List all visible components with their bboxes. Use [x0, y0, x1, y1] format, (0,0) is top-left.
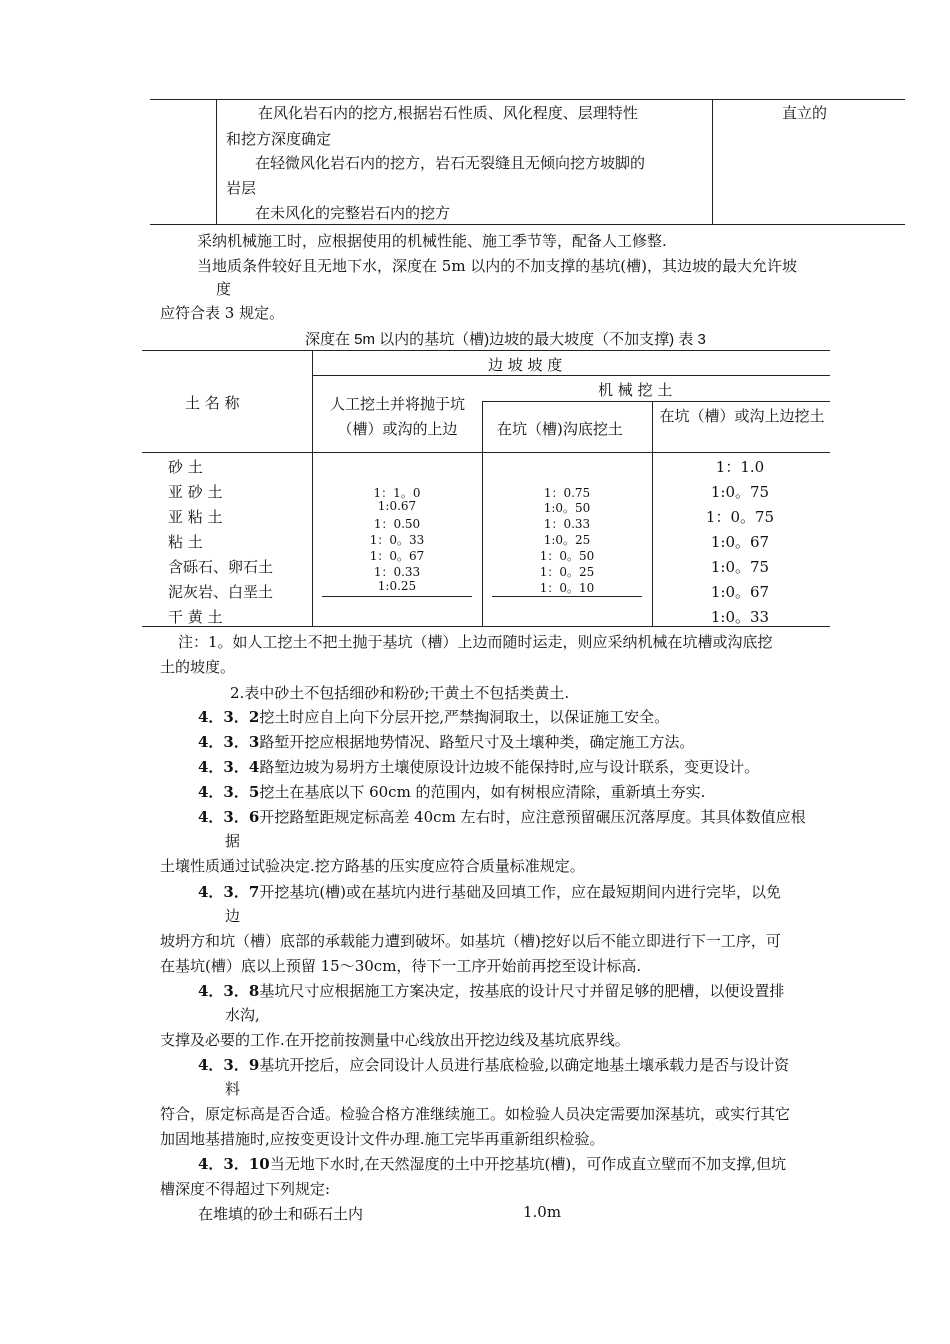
- pit-edge-slope-value: 1:0。67: [710, 533, 770, 551]
- pit-bottom-slope-value: 1:0。25: [543, 533, 591, 547]
- clause-4-3-8-wrap: 水沟,: [225, 1006, 260, 1024]
- manual-slope-value: 1：1。0: [373, 486, 421, 500]
- soil-name: 砂 土: [168, 458, 203, 476]
- soil-name: 含砾石、卵石土: [168, 558, 274, 576]
- clause-text: 路堑开挖应根据地势情况、路堑尺寸及土壤种类，确定施工方法。: [259, 733, 695, 751]
- note-1: 注：1。如人工挖土不把土抛于基坑（槽）上边而随时运走，则应采纳机械在坑槽或沟底挖: [178, 633, 773, 651]
- clause-number: 4．3．8: [198, 982, 260, 1000]
- note-2: 2.表中砂土不包括细砂和粉砂;干黄土不包括类黄土.: [230, 684, 570, 702]
- clause-4-3-7-wrap: 边: [225, 907, 241, 925]
- top-table-right-cell: 直立的: [782, 104, 828, 122]
- note-1-cont: 土的坡度。: [160, 658, 236, 676]
- pit-bottom-slope-value: 1：0.75: [543, 486, 591, 500]
- depth-item-label: 在堆填的砂土和砾石土内: [198, 1205, 364, 1223]
- intro-paragraph-2: 当地质条件较好且无地下水，深度在 5m 以内的不加支撑的基坑(槽)，其边坡的最大允许坡: [197, 257, 798, 275]
- top-table-row-2: 和挖方深度确定: [226, 130, 332, 148]
- header-pit-bottom: 在坑（槽)沟底挖土: [497, 420, 623, 438]
- clause-4-3-4: [198, 756, 759, 777]
- clause-text: 基坑开挖后，应会同设计人员进行基底检验,以确定地基土壤承载力是否与设计资: [259, 1056, 790, 1074]
- header-manual-digging: 人工挖土并将抛于坑（槽）或沟的上边: [329, 395, 465, 438]
- soil-name: 泥灰岩、白垩土: [168, 583, 274, 601]
- table3-bottom-underline: [492, 596, 642, 597]
- manual-slope-value: 1:0.25: [377, 579, 417, 593]
- clause-number: 4．3．4: [198, 758, 260, 776]
- top-table-divider-left: [216, 99, 217, 225]
- clause-text: 基坑尺寸应根据施工方案决定，按基底的设计尺寸并留足够的肥槽，以便设置排: [259, 982, 785, 1000]
- clause-4-3-9: [198, 1054, 789, 1075]
- manual-slope-value: 1：0.50: [373, 517, 421, 531]
- pit-bottom-slope-value: 1：0。50: [539, 549, 595, 563]
- soil-name: 干 黄 土: [168, 608, 223, 626]
- table3-vline-1: [312, 350, 313, 627]
- soil-name: 粘 土: [168, 533, 203, 551]
- intro-paragraph-2-wrap: 度: [216, 280, 232, 298]
- header-pit-edge: 在坑（槽）或沟上边挖土: [659, 407, 825, 425]
- pit-edge-slope-value: 1:0。75: [710, 558, 770, 576]
- pit-bottom-slope-value: 1:0。50: [543, 501, 591, 515]
- clause-4-3-9-wrap: 料: [225, 1080, 241, 1098]
- clause-4-3-10: [198, 1153, 786, 1174]
- pit-bottom-slope-value: 1：0。10: [539, 581, 595, 595]
- manual-slope-value: 1：0。33: [369, 533, 425, 547]
- top-table-row-3: 在轻微风化岩石内的挖方，岩石无裂缝且无倾向挖方坡脚的: [255, 154, 646, 172]
- intro-paragraph-1: 采纳机械施工时，应根据使用的机械性能、施工季节等，配备人工修整.: [197, 232, 667, 250]
- intro-paragraph-2-cont: 应符合表 3 规定。: [160, 304, 285, 322]
- clause-4-3-8-cont: 支撑及必要的工作.在开挖前按测量中心线放出开挖边线及基坑底界线。: [160, 1031, 630, 1049]
- pit-edge-slope-value: 1:0。33: [710, 608, 770, 626]
- clause-number: 4．3．6: [198, 808, 260, 826]
- table3-manual-underline: [322, 596, 472, 597]
- pit-bottom-slope-value: 1：0。25: [539, 565, 595, 579]
- clause-4-3-6-cont: 土壤性质通过试验决定.挖方路基的压实度应符合质量标准规定。: [160, 857, 585, 875]
- header-soil-name: 土 名 称: [185, 394, 240, 412]
- header-slope-grade: 边 坡 坡 度: [488, 356, 563, 374]
- table3-vline-2: [482, 401, 483, 627]
- header-mechanical-digging: 机 械 挖 土: [598, 381, 673, 399]
- pit-edge-slope-value: 1：0。75: [705, 508, 775, 526]
- top-table-row-4: 岩层: [226, 179, 257, 197]
- clause-text: 挖土在基底以下 60cm 的范围内，如有树根应清除，重新填土夯实.: [259, 783, 706, 801]
- clause-text: 路堑边坡为易坍方土壤使原设计边坡不能保持时,应与设计联系，变更设计。: [259, 758, 760, 776]
- clause-number: 4．3．2: [198, 708, 260, 726]
- clause-text: 当无地下水时,在天然湿度的土中开挖基坑(槽)，可作成直立壁而不加支撑,但坑: [269, 1155, 786, 1173]
- clause-text: 开挖基坑(槽)或在基坑内进行基础及回填工作，应在最短期间内进行完毕，以免: [259, 883, 782, 901]
- pit-bottom-slope-value: 1：0.33: [543, 517, 591, 531]
- top-table-row-1: 在风化岩石内的挖方,根据岩石性质、风化程度、层理特性: [258, 104, 638, 122]
- depth-item-value: 1.0m: [523, 1203, 562, 1221]
- clause-text: 开挖路堑距规定标高差 40cm 左右时，应注意预留碾压沉落厚度。其具体数值应根: [259, 808, 806, 826]
- clause-text: 挖土时应自上向下分层开挖,严禁掏洞取土，以保证施工安全。: [259, 708, 670, 726]
- soil-name: 亚 粘 土: [168, 508, 223, 526]
- pit-edge-slope-value: 1:0。75: [710, 483, 770, 501]
- clause-4-3-7-cont-2: 在基坑(槽）底以上预留 15～30cm，待下一工序开始前再挖至设计标高.: [160, 957, 642, 975]
- pit-edge-slope-value: 1:0。67: [710, 583, 770, 601]
- pit-edge-slope-value: 1：1.0: [715, 458, 765, 476]
- clause-number: 4．3．9: [198, 1056, 260, 1074]
- table3-caption: 深度在 5m 以内的基坑（槽)边坡的最大坡度（不加支撑) 表 3: [305, 331, 706, 348]
- top-table-divider-right: [712, 99, 713, 225]
- top-table-row-5: 在未风化的完整岩石内的挖方: [255, 204, 451, 222]
- clause-4-3-2: [198, 706, 669, 727]
- table3-header-bottom: [142, 452, 830, 453]
- table3-header-line-2: [482, 401, 830, 402]
- clause-4-3-9-cont-1: 符合，原定标高是否合适。检验合格方准继续施工。如检验人员决定需要加深基坑，或实行其它: [160, 1105, 791, 1123]
- clause-4-3-5: [198, 781, 705, 802]
- clause-number: 4．3．3: [198, 733, 260, 751]
- clause-4-3-6: [198, 806, 806, 827]
- clause-number: 4．3．10: [198, 1155, 270, 1173]
- manual-slope-value: 1：0。67: [369, 549, 425, 563]
- clause-4-3-3: [198, 731, 694, 752]
- clause-4-3-7-cont-1: 坡坍方和坑（槽）底部的承载能力遭到破坏。如基坑（槽)挖好以后不能立即进行下一工序，可: [160, 932, 781, 950]
- table3-header-line-1: [312, 375, 830, 376]
- soil-name: 亚 砂 土: [168, 483, 223, 501]
- clause-4-3-10-cont: 槽深度不得超过下列规定:: [160, 1180, 331, 1198]
- clause-4-3-7: [198, 881, 781, 902]
- clause-4-3-6-wrap: 据: [225, 832, 241, 850]
- top-table-top-border: [150, 99, 905, 100]
- top-table-bottom-border: [150, 224, 905, 225]
- clause-4-3-8: [198, 980, 784, 1001]
- clause-number: 4．3．5: [198, 783, 260, 801]
- clause-number: 4．3．7: [198, 883, 260, 901]
- clause-4-3-9-cont-2: 加固地基措施时,应按变更设计文件办理.施工完毕再重新组织检验。: [160, 1130, 605, 1148]
- manual-slope-value: 1:0.67: [377, 499, 417, 513]
- table3-vline-3: [652, 401, 653, 627]
- table3-top-border: [142, 350, 830, 351]
- manual-slope-value: 1：0.33: [373, 565, 421, 579]
